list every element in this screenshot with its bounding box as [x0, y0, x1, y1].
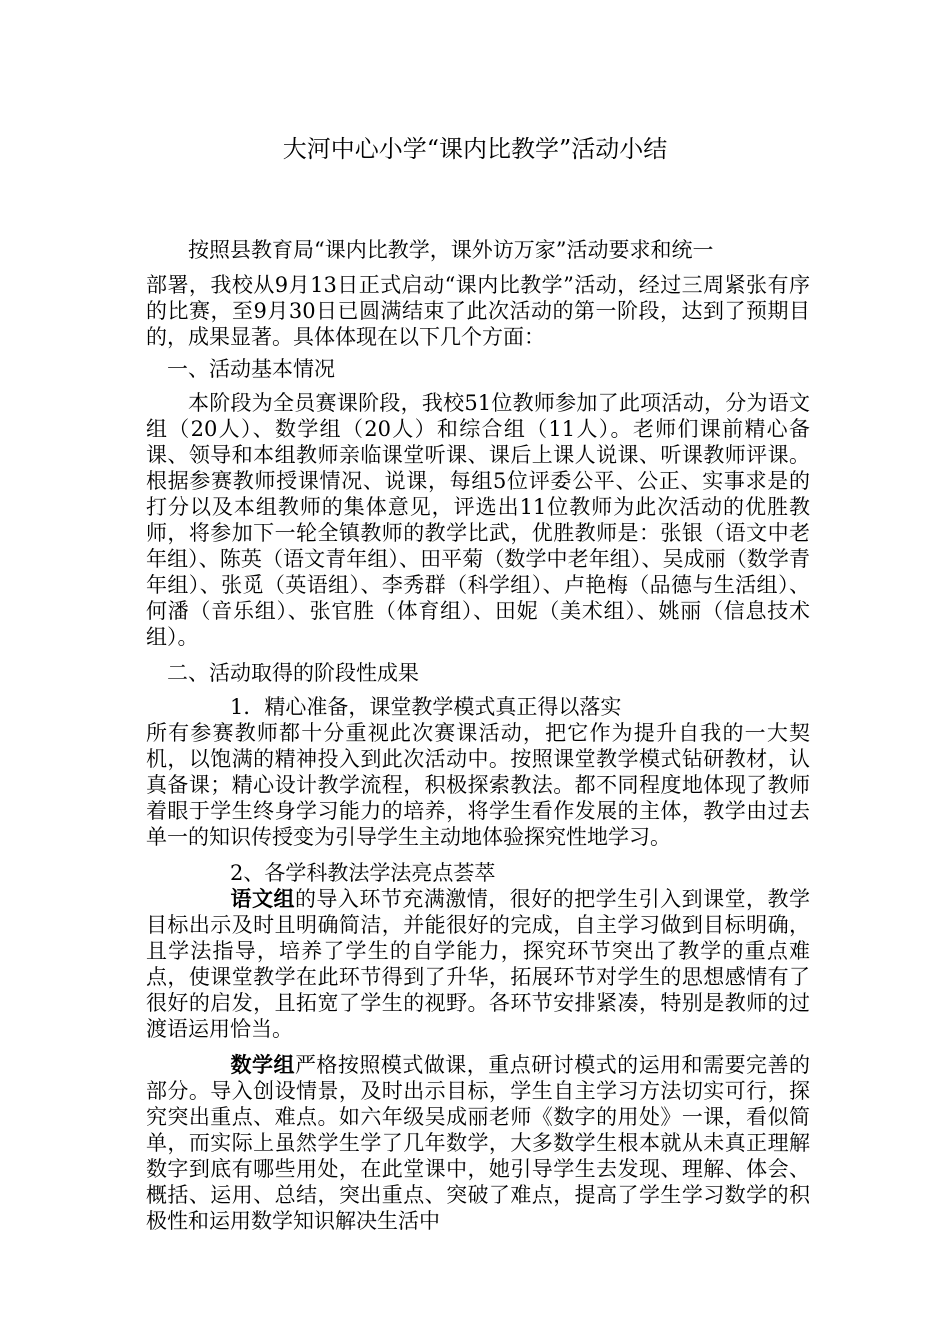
chinese-group-label: 语文组: [230, 886, 295, 911]
subsection-1-paragraph: 所有参赛教师都十分重视此次赛课活动，把它作为提升自我的一大契机，以饱满的精神投入到此次活动中。按照课堂教学模式钻研教材，认真备课；精心设计教学流程，积极探索教法。都不同程度地体现了教师着眼于学生终身学习能力的培养，将学生看作发展的主体，教学由过去单一的知识传授变为引导学生主动地体验探究性地学习。: [146, 721, 810, 849]
math-group-label: 数学组: [230, 1052, 295, 1077]
section-1-paragraph: 本阶段为全员赛课阶段，我校51位教师参加了此项活动，分为语文组（20人）、数学组（20人）和综合组（11人）。老师们课前精心备课、领导和本组教师亲临课堂听课、课后上课人说课、听课教师评课。根据参赛教师授课情况、说课，每组5位评委公平、公正、实事求是的打分以及本组教师的集体意见，评选出11位教师为此次活动的优胜教师，将参加下一轮全镇教师的教学比武，优胜教师是：张银（语文中老年组）、陈英（语文青年组）、田平菊（数学中老年组）、吴成丽（数学青年组）、张觅（英语组）、李秀群（科学组）、卢艳梅（品德与生活组）、何潘（音乐组）、张官胜（体育组）、田妮（美术组）、姚丽（信息技术组）。: [146, 391, 810, 649]
section-1-heading: 一、活动基本情况: [167, 357, 335, 381]
chinese-group-text: 的导入环节充满激情，很好的把学生引入到课堂，教学目标出示及时且明确简洁，并能很好的完成，自主学习做到目标明确，且学法指导，培养了学生的自学能力，探究环节突出了教学的重点难点，使课堂教学在此环节得到了升华，拓展环节对学生的思想感情有了很好的启发，且拓宽了学生的视野。各环节安排紧凑，特别是教师的过渡语运用恰当。: [146, 887, 811, 1041]
document-body: [146, 228, 810, 1234]
intro-paragraph: 部署，我校从9月13日正式启动“课内比教学”活动，经过三周紧张有序的比赛，至9月30日已圆满结束了此次活动的第一阶段，达到了预期目的，成果显著。具体体现在以下几个方面：: [146, 273, 810, 349]
math-group-paragraph: [146, 1052, 810, 1234]
chinese-group-paragraph: [146, 886, 810, 1042]
subsection-2-heading: 2、各学科教法学法亮点荟萃: [230, 861, 496, 885]
section-2-heading: 二、活动取得的阶段性成果: [167, 661, 419, 685]
document-title: 大河中心小学“课内比教学”活动小结: [282, 135, 668, 163]
intro-first-line: 按照县教育局“课内比教学，课外访万家”活动要求和统一: [188, 238, 714, 262]
math-group-text: 严格按照模式做课，重点研讨模式的运用和需要完善的部分。导入创设情景，及时出示目标，学生自主学习方法切实可行，探究突出重点、难点。如六年级吴成丽老师《数字的用处》一课，看似简单，而实际上虽然学生学了几年数学，大多数学生根本就从未真正理解数字到底有哪些用处，在此堂课中，她引导学生去发现、理解、体会、概括、运用、总结，突出重点、突破了难点，提高了学生学习数学的积极性和运用数学知识解决生活中: [146, 1053, 811, 1233]
subsection-1-heading: 1．精心准备，课堂教学模式真正得以落实: [230, 695, 622, 719]
